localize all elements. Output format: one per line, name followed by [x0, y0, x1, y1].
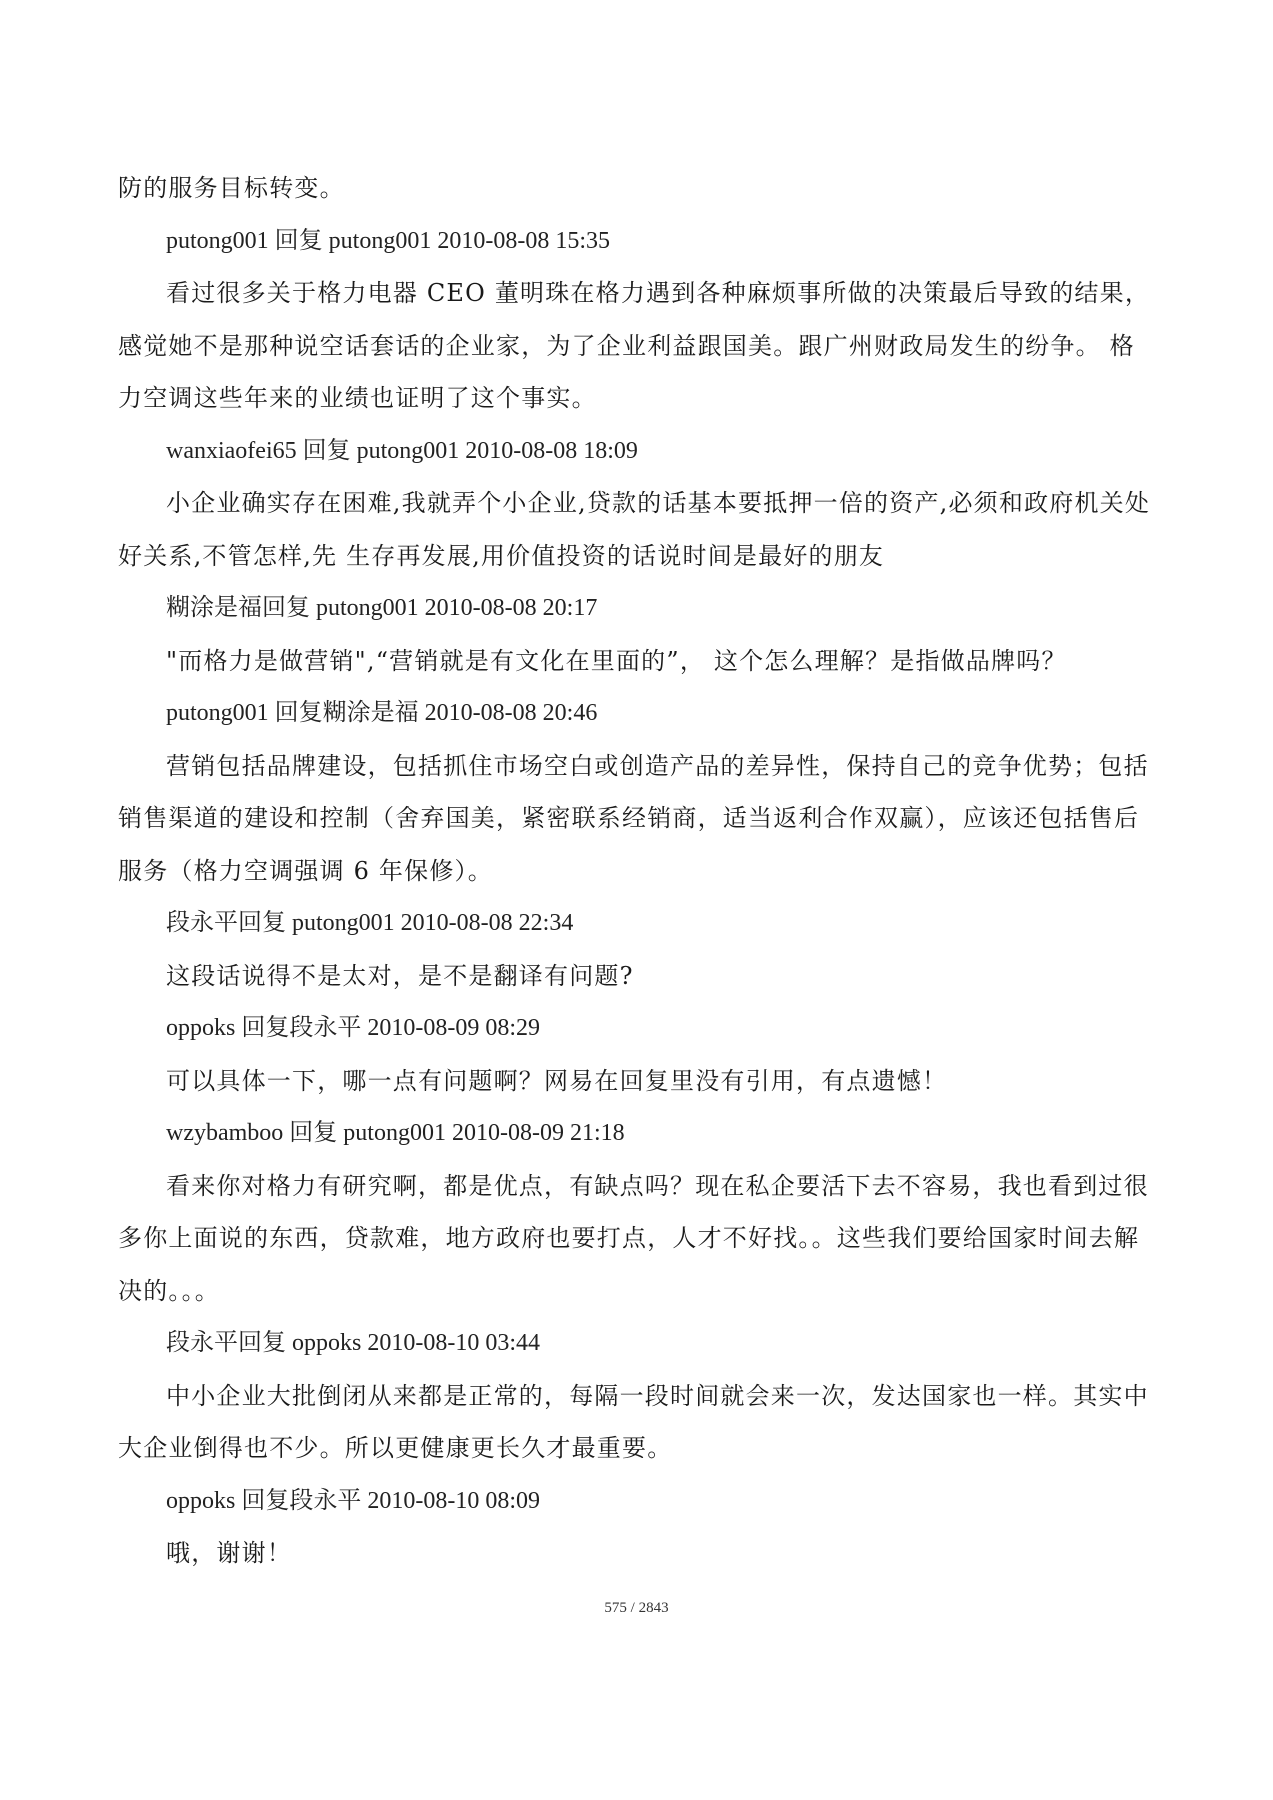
reply-text: 哦，谢谢！ — [166, 1539, 292, 1567]
page-number: 575 / 2843 — [604, 1600, 669, 1616]
reply-header: putong001 回复糊涂是福 2010-08-08 20:46 — [166, 700, 598, 726]
intro-paragraph: 防的服务目标转变。 — [118, 174, 345, 202]
reply-header: 段永平回复 putong001 2010-08-08 22:34 — [166, 910, 574, 936]
reply-header: 糊涂是福回复 putong001 2010-08-08 20:17 — [166, 595, 598, 621]
reply-header: oppoks 回复段永平 2010-08-10 08:09 — [166, 1487, 540, 1514]
reply-text: 中小企业大批倒闭从来都是正常的，每隔一段时间就会来一次，发达国家也一样。其实中大企业倒得也不少。所以更健康更长久才最重要。 — [118, 1381, 1149, 1462]
reply-text: 看过很多关于格力电器 CEO 董明珠在格力遇到各种麻烦事所做的决策最后导致的结果，感觉她不是那种说空话套话的企业家，为了企业利益跟国美。跟广州财政局发生的纷争。 格力空调这些年来的业绩也证明了这个事实。 — [118, 279, 1151, 412]
reply-header: wzybamboo 回复 putong001 2010-08-09 21:18 — [166, 1120, 625, 1146]
reply-header: wanxiaofei65 回复 putong001 2010-08-08 18:09 — [166, 437, 638, 464]
reply-header: putong001 回复 putong001 2010-08-08 15:35 — [166, 227, 610, 254]
reply-text: 看来你对格力有研究啊，都是优点，有缺点吗？现在私企要活下去不容易，我也看到过很多你上面说的东西，贷款难，地方政府也要打点，人才不好找。。这些我们要给国家时间去解决的。。。 — [118, 1171, 1149, 1305]
reply-text: 这段话说得不是太对，是不是翻译有问题? — [166, 961, 634, 990]
page-content — [118, 162, 1158, 1580]
reply-text: 可以具体一下，哪一点有问题啊？网易在回复里没有引用，有点遗憾！ — [166, 1066, 948, 1095]
reply-text: "而格力是做营销",“营销就是有文化在里面的”， 这个怎么理解？是指做品牌吗？ — [166, 646, 1067, 675]
reply-header: oppoks 回复段永平 2010-08-09 08:29 — [166, 1015, 540, 1041]
reply-header: 段永平回复 oppoks 2010-08-10 03:44 — [166, 1330, 540, 1356]
reply-text: 小企业确实存在困难,我就弄个小企业,贷款的话基本要抵押一倍的资产,必须和政府机关处好关系,不管怎样,先 生存再发展,用价值投资的话说时间是最好的朋友 — [118, 489, 1151, 570]
reply-text: 营销包括品牌建设，包括抓住市场空白或创造产品的差异性，保持自己的竞争优势；包括销售渠道的建设和控制（舍弃国美，紧密联系经销商，适当返利合作双赢），应该还包括售后服务（格力空调强调 6 年保修）。 — [118, 751, 1149, 885]
